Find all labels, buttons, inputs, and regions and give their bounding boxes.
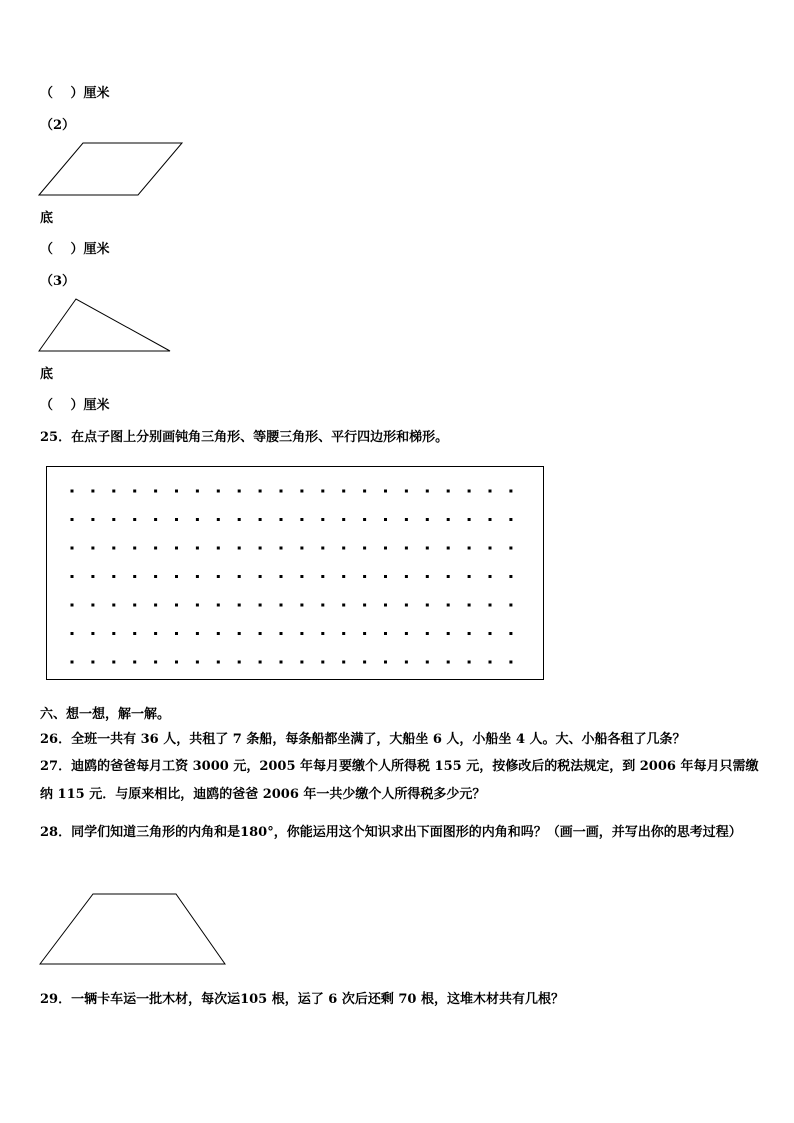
grid-dot (468, 632, 471, 635)
grid-dot (300, 490, 303, 493)
grid-dot (447, 547, 450, 550)
grid-dot (91, 632, 94, 635)
answer-blank-2: （ ）厘米 (40, 242, 110, 257)
grid-dot (384, 575, 387, 578)
grid-dot (133, 547, 136, 550)
grid-dot (509, 661, 512, 664)
grid-dot (342, 604, 345, 607)
grid-dot (300, 632, 303, 635)
grid-dot (489, 490, 492, 493)
grid-dot (426, 575, 429, 578)
grid-dot (342, 632, 345, 635)
grid-dot (133, 490, 136, 493)
grid-dot (112, 604, 115, 607)
grid-dot (71, 661, 74, 664)
grid-dot (489, 518, 492, 521)
grid-dot (154, 490, 157, 493)
grid-dot (321, 490, 324, 493)
figure-label-2: （2） (40, 118, 76, 133)
grid-dot (71, 632, 74, 635)
grid-dot (342, 575, 345, 578)
grid-dot (133, 632, 136, 635)
grid-dot (112, 661, 115, 664)
grid-dot (405, 547, 408, 550)
grid-dot (259, 604, 262, 607)
parallelogram-figure (38, 142, 184, 196)
answer-blank-3: （ ）厘米 (40, 398, 110, 413)
grid-dot (217, 632, 220, 635)
grid-dot (238, 518, 241, 521)
grid-dot (217, 604, 220, 607)
grid-dot (154, 518, 157, 521)
grid-dot (238, 632, 241, 635)
base-label-2: 底 (40, 211, 54, 226)
grid-dot (342, 518, 345, 521)
base-label-3: 底 (40, 367, 54, 382)
grid-dot (71, 490, 74, 493)
grid-dot (175, 547, 178, 550)
grid-dot (363, 604, 366, 607)
grid-dot (133, 604, 136, 607)
grid-dot (154, 547, 157, 550)
grid-dot (175, 490, 178, 493)
grid-dot (405, 632, 408, 635)
grid-dot (321, 575, 324, 578)
triangle-figure (38, 298, 172, 354)
grid-dot (112, 547, 115, 550)
grid-dot (259, 661, 262, 664)
grid-dot (280, 632, 283, 635)
grid-dot (426, 661, 429, 664)
grid-dot (405, 518, 408, 521)
grid-dot (280, 547, 283, 550)
dot-grid-frame (46, 466, 544, 680)
grid-dot (447, 575, 450, 578)
grid-dot (175, 632, 178, 635)
grid-dot (112, 632, 115, 635)
grid-dot (405, 604, 408, 607)
grid-dot (238, 547, 241, 550)
grid-dot (91, 575, 94, 578)
grid-dot (342, 661, 345, 664)
question-25: 25．在点子图上分别画钝角三角形、等腰三角形、平行四边形和梯形。 (40, 430, 449, 445)
grid-dot (280, 518, 283, 521)
grid-dot (489, 547, 492, 550)
grid-dot (71, 604, 74, 607)
grid-dot (509, 518, 512, 521)
grid-dot (259, 490, 262, 493)
grid-dot (405, 490, 408, 493)
grid-dot (238, 490, 241, 493)
grid-dot (342, 547, 345, 550)
section-6-heading: 六、想一想，解一解。 (40, 707, 171, 722)
grid-dot (509, 547, 512, 550)
grid-dot (384, 490, 387, 493)
grid-dot (489, 604, 492, 607)
grid-dot (342, 490, 345, 493)
grid-dot (447, 490, 450, 493)
grid-dot (238, 604, 241, 607)
grid-dot (175, 518, 178, 521)
question-27: 27．迪鸥的爸爸每月工资 3000 元，2005 年每月要缴个人所得税 155 元，按修改后的税法规定，到 2006 年每月只需缴纳 115 元．与原来相比，迪鸥的爸爸 2006 年一共少缴个人所得税多少元？ (40, 759, 759, 802)
grid-dot (91, 661, 94, 664)
grid-dot (363, 632, 366, 635)
grid-dot (447, 604, 450, 607)
grid-dot (217, 518, 220, 521)
grid-dot (321, 604, 324, 607)
answer-blank-1: （ ）厘米 (40, 86, 110, 101)
grid-dot (91, 518, 94, 521)
grid-dot (91, 604, 94, 607)
grid-dot (509, 632, 512, 635)
trapezoid-shape (40, 894, 225, 964)
grid-dot (300, 547, 303, 550)
grid-dot (133, 518, 136, 521)
grid-dot (238, 575, 241, 578)
grid-dot (175, 575, 178, 578)
grid-dot (112, 518, 115, 521)
grid-dot (363, 490, 366, 493)
grid-dot (280, 661, 283, 664)
grid-dot (509, 490, 512, 493)
grid-dot (112, 575, 115, 578)
grid-dot (300, 518, 303, 521)
dot-grid (47, 467, 543, 679)
grid-dot (426, 604, 429, 607)
grid-dot (112, 490, 115, 493)
grid-dot (154, 604, 157, 607)
grid-dot (468, 518, 471, 521)
grid-dot (509, 604, 512, 607)
grid-dot (426, 518, 429, 521)
triangle-shape (39, 299, 170, 351)
grid-dot (447, 632, 450, 635)
grid-dot (259, 632, 262, 635)
grid-dot (468, 661, 471, 664)
grid-dot (384, 547, 387, 550)
grid-dot (217, 575, 220, 578)
grid-dot (426, 632, 429, 635)
grid-dot (133, 661, 136, 664)
grid-dot (196, 604, 199, 607)
grid-dot (196, 547, 199, 550)
grid-dot (468, 490, 471, 493)
parallelogram-shape (39, 143, 182, 195)
grid-dot (280, 604, 283, 607)
grid-dot (405, 661, 408, 664)
grid-dot (300, 575, 303, 578)
grid-dot (426, 490, 429, 493)
grid-dot (509, 575, 512, 578)
grid-dot (363, 661, 366, 664)
grid-dot (175, 604, 178, 607)
grid-dot (489, 632, 492, 635)
grid-dot (426, 547, 429, 550)
grid-dot (91, 490, 94, 493)
grid-dot (196, 632, 199, 635)
grid-dot (196, 575, 199, 578)
question-28: 28．同学们知道三角形的内角和是180°，你能运用这个知识求出下面图形的内角和吗？（画一画，并写出你的思考过程） (40, 825, 742, 840)
grid-dot (259, 547, 262, 550)
grid-dot (154, 575, 157, 578)
grid-dot (321, 518, 324, 521)
grid-dot (217, 661, 220, 664)
grid-dot (447, 518, 450, 521)
grid-dot (217, 490, 220, 493)
grid-dot (300, 604, 303, 607)
grid-dot (71, 575, 74, 578)
grid-dot (71, 547, 74, 550)
grid-dot (300, 661, 303, 664)
grid-dot (280, 490, 283, 493)
trapezoid-figure (38, 893, 228, 967)
grid-dot (447, 661, 450, 664)
question-29: 29．一辆卡车运一批木材，每次运105 根，运了 6 次后还剩 70 根，这堆木材共有几根？ (40, 992, 564, 1007)
grid-dot (321, 547, 324, 550)
grid-dot (363, 518, 366, 521)
grid-dot (71, 518, 74, 521)
grid-dot (363, 575, 366, 578)
grid-dot (321, 661, 324, 664)
grid-dot (405, 575, 408, 578)
grid-dot (468, 547, 471, 550)
figure-label-3: （3） (40, 274, 76, 289)
grid-dot (384, 632, 387, 635)
grid-dot (91, 547, 94, 550)
grid-dot (133, 575, 136, 578)
grid-dot (468, 575, 471, 578)
grid-dot (321, 632, 324, 635)
grid-dot (280, 575, 283, 578)
grid-dot (468, 604, 471, 607)
grid-dot (384, 604, 387, 607)
grid-dot (259, 575, 262, 578)
grid-dot (196, 490, 199, 493)
grid-dot (363, 547, 366, 550)
grid-dot (489, 661, 492, 664)
question-26: 26．全班一共有 36 人，共租了 7 条船，每条船都坐满了，大船坐 6 人，小船坐 4 人。大、小船各租了几条？ (40, 732, 686, 747)
grid-dot (154, 632, 157, 635)
grid-dot (384, 518, 387, 521)
grid-dot (217, 547, 220, 550)
grid-dot (489, 575, 492, 578)
grid-dot (238, 661, 241, 664)
grid-dot (196, 518, 199, 521)
grid-dot (384, 661, 387, 664)
grid-dot (196, 661, 199, 664)
grid-dot (175, 661, 178, 664)
grid-dot (259, 518, 262, 521)
grid-dot (154, 661, 157, 664)
